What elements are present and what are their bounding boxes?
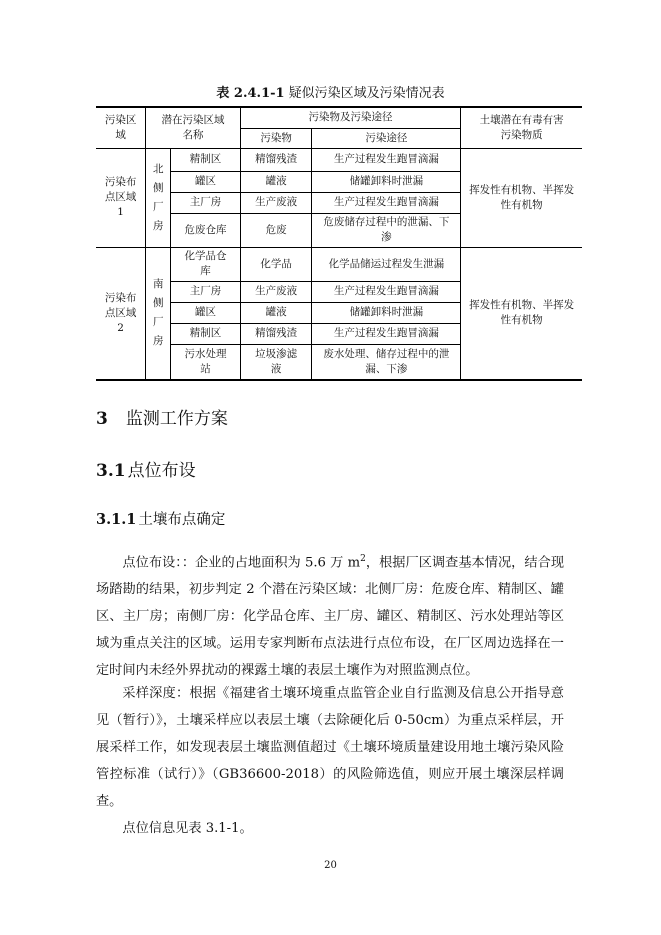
side-cell [146,148,171,247]
header-pollutant: 污染物 [240,128,312,148]
section-number: 3.1 [96,461,126,481]
route-cell: 生产过程发生跑冒滴漏 [312,192,461,213]
paragraph-point-info: 点位信息见表 3.1-1。 [122,821,253,836]
area-cell: 化学品仓库 [171,247,241,281]
soil-toxic-cell: 挥发性有机物、半挥发性有机物 [461,247,582,380]
area-cell: 主厂房 [171,192,241,213]
section-title: 监测工作方案 [125,409,228,429]
header-route: 污染途径 [312,128,461,148]
section-heading-3-1-1 [96,508,225,529]
pollutant-cell: 罐液 [240,171,312,192]
pollutant-cell: 化学品 [240,247,312,281]
header-pollutant-route: 污染物及污染途径 [240,107,460,128]
route-cell: 生产过程发生跑冒滴漏 [312,281,461,302]
side-label: 北侧厂房 [152,162,164,232]
pollutant-cell: 垃圾渗滤液 [240,344,312,380]
area-cell: 精制区 [171,323,241,344]
area-cell: 精制区 [171,148,241,171]
route-cell: 储罐卸料时泄漏 [312,302,461,323]
side-label: 南侧厂房 [152,278,164,348]
soil-toxic-cell: 挥发性有机物、半挥发性有机物 [461,148,582,247]
pollutant-cell: 精馏残渣 [240,148,312,171]
route-cell: 化学品储运过程发生泄漏 [312,247,461,281]
table-caption-number: 表 2.4.1-1 [216,86,285,101]
route-cell: 生产过程发生跑冒滴漏 [312,148,461,171]
paragraph-point-layout [96,546,564,684]
pollutant-cell: 生产废液 [240,192,312,213]
section-title: 土壤布点确定 [138,512,226,528]
route-cell: 储罐卸料时泄漏 [312,171,461,192]
pollution-table [96,106,582,381]
section-number: 3.1.1 [96,511,137,528]
superscript: 2 [360,554,366,564]
table-caption-title: 疑似污染区域及污染情况表 [288,86,445,101]
header-potential-area: 潜在污染区域名称 [146,107,241,148]
table-row [96,247,582,281]
pollutant-cell: 精馏残渣 [240,323,312,344]
section-title: 点位布设 [127,461,196,481]
area-cell: 罐区 [171,171,241,192]
region-cell: 污染布点区域1 [96,148,146,247]
route-cell: 危废储存过程中的泄漏、下渗 [312,213,461,247]
region-cell: 污染布点区域2 [96,247,146,380]
area-cell: 污水处理站 [171,344,241,380]
pollutant-cell: 危废 [240,213,312,247]
route-cell: 废水处理、储存过程中的泄漏、下渗 [312,344,461,380]
area-cell: 危废仓库 [171,213,241,247]
paragraph-sampling-depth: 采样深度：根据《福建省土壤环境重点监管企业自行监测及信息公开指导意见（暂行）》，土壤采样应以表层土壤（去除硬化后 0-50cm）为重点采样层，开展采样工作，如发现表层土壤监测值超过《土壤环境质量建设用地土壤污染风险管控标准（试行）》（GB36600-2018）的风险筛选值，则应开展土壤深层样调查。 [96,686,564,809]
area-cell: 主厂房 [171,281,241,302]
side-cell [146,247,171,380]
paragraph-text-a: 点位布设：：企业的占地面积为 5.6 万 m [122,555,361,571]
table-row [96,148,582,171]
area-cell: 罐区 [171,302,241,323]
table-caption [0,82,661,101]
section-number: 3 [96,409,108,429]
paragraph-text-b: ，根据厂区调查基本情况，结合现场踏勘的结果，初步判定 2 个潜在污染区域：北侧厂房：危废仓库、精制区、罐区、主厂房；南侧厂房：化学品仓库、主厂房、罐区、精制区、污水处理站等区域为重点关注的区域。运用专家判断布点法进行点位布设，在厂区周边选择在一定时间内未经外界扰动的裸露土壤的表层土壤作为对照监测点位。 [96,555,565,679]
section-heading-3-1 [96,456,196,481]
table-header-row [96,107,582,128]
pollutant-cell: 罐液 [240,302,312,323]
section-heading-3 [96,404,228,429]
pollutant-cell: 生产废液 [240,281,312,302]
route-cell: 生产过程发生跑冒滴漏 [312,323,461,344]
page-number: 20 [324,860,337,871]
header-region: 污染区域 [96,107,146,148]
header-soil-toxic: 土壤潜在有毒有害污染物质 [461,107,582,148]
